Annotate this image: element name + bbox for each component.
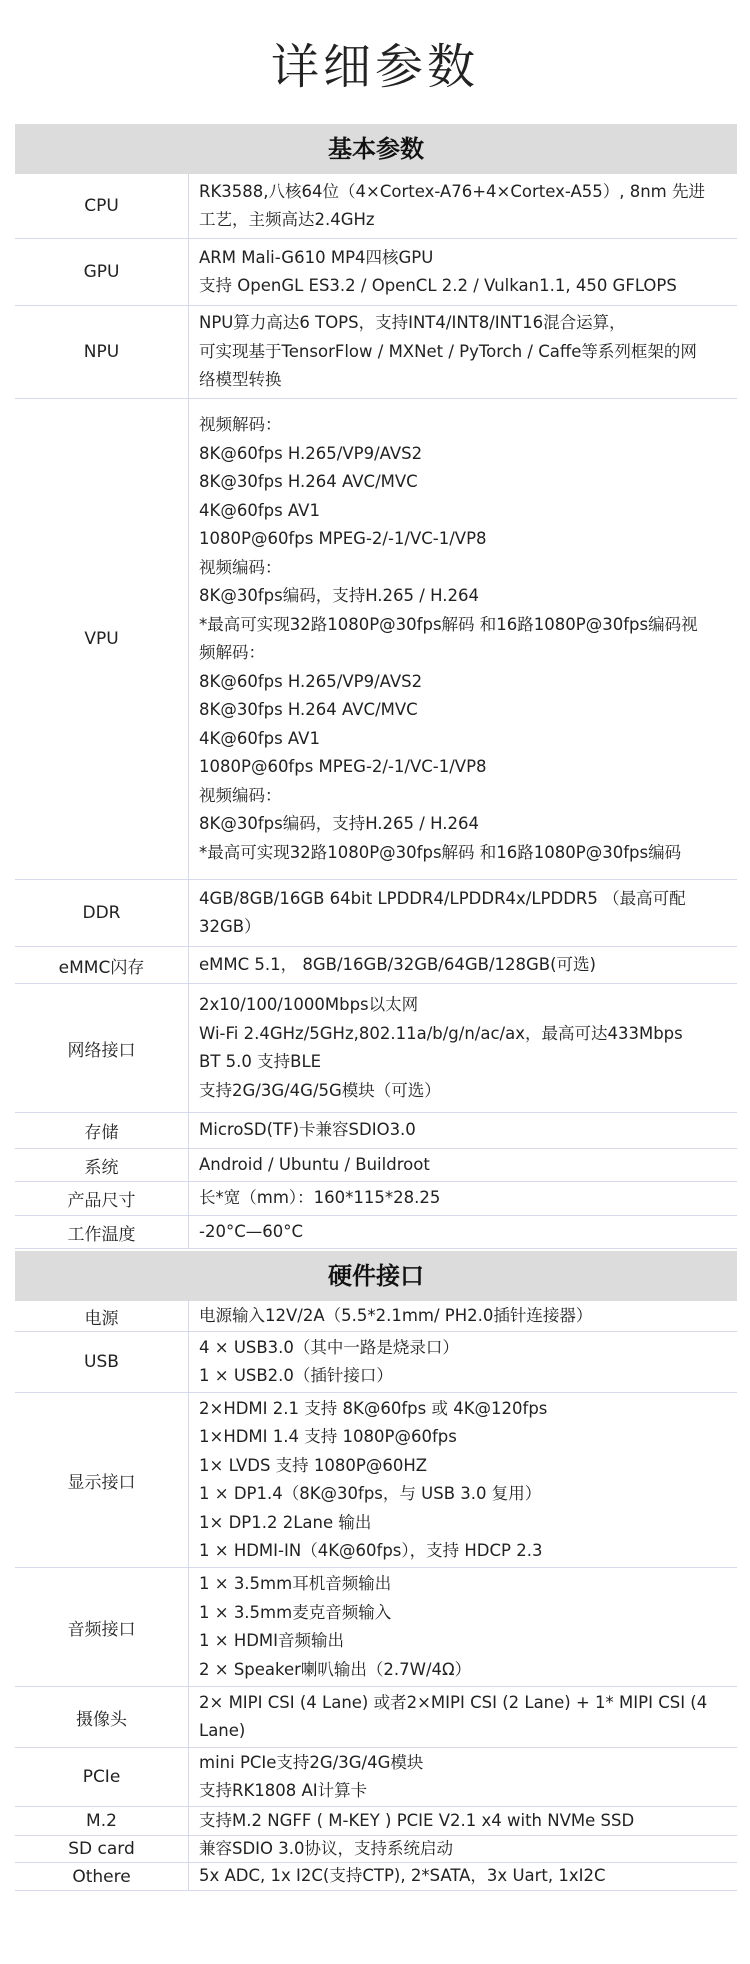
spec-value-line: 1×HDMI 1.4 支持 1080P@60fps [199, 1427, 457, 1446]
spec-value-line: NPU算力高达6 TOPS，支持INT4/INT8/INT16混合运算， [199, 313, 626, 333]
section-header: 基本参数 [15, 124, 737, 174]
spec-label: 系统 [15, 1149, 189, 1181]
spec-value-line: Lane) [199, 1721, 246, 1740]
spec-label: GPU [15, 239, 189, 305]
spec-value-line: 1 × 3.5mm麦克音频输入 [199, 1602, 392, 1622]
spec-value-line: 2 × Speaker喇叭输出（2.7W/4Ω） [199, 1659, 472, 1679]
spec-label: M.2 [15, 1807, 189, 1835]
spec-value-line: 4K@60fps AV1 [199, 728, 320, 748]
spec-value-line: MicroSD(TF)卡兼容SDIO3.0 [199, 1120, 416, 1140]
spec-row [15, 947, 737, 984]
spec-value [189, 947, 737, 983]
spec-label: VPU [15, 399, 189, 879]
spec-value [189, 239, 737, 305]
spec-row [15, 1687, 737, 1748]
spec-value [189, 1568, 737, 1686]
basic-params-table [15, 124, 737, 1249]
spec-value-line: 兼容SDIO 3.0协议，支持系统启动 [199, 1839, 454, 1858]
spec-value [189, 399, 737, 879]
spec-row [15, 1182, 737, 1216]
spec-value-line: 4GB/8GB/16GB 64bit LPDDR4/LPDDR4x/LPDDR5 （最高可配 [199, 888, 686, 908]
spec-label: 存储 [15, 1113, 189, 1148]
spec-value-line: mini PCIe支持2G/3G/4G模块 [199, 1752, 424, 1772]
spec-value [189, 1332, 737, 1392]
spec-label: NPU [15, 306, 189, 398]
spec-value-line: 视频解码： [199, 415, 282, 434]
spec-value-line: 32GB） [199, 917, 261, 936]
spec-value-line: 1 × 3.5mm耳机音频输出 [199, 1574, 392, 1593]
spec-label: 音频接口 [15, 1568, 189, 1686]
spec-value [189, 1113, 737, 1148]
spec-value-line: ARM Mali-G610 MP4四核GPU [199, 247, 434, 267]
spec-row [15, 1863, 737, 1891]
spec-row [15, 1149, 737, 1182]
section-header: 硬件接口 [15, 1251, 737, 1301]
spec-row [15, 880, 737, 947]
spec-row [15, 1836, 737, 1863]
spec-label: 工作温度 [15, 1216, 189, 1248]
spec-row [15, 174, 737, 239]
spec-value-line: eMMC 5.1， 8GB/16GB/32GB/64GB/128GB(可选) [199, 954, 596, 974]
spec-label: CPU [15, 174, 189, 238]
spec-value [189, 1301, 737, 1331]
spec-value-line: 1× DP1.2 2Lane 输出 [199, 1512, 372, 1532]
spec-value-line: 视频编码： [199, 557, 282, 577]
spec-value-line: 支持M.2 NGFF ( M-KEY ) PCIE V2.1 x4 with NVMe SSD [199, 1810, 635, 1830]
spec-value-line: Wi-Fi 2.4GHz/5GHz,802.11a/b/g/n/ac/ax，最高可达433Mbps [199, 1023, 683, 1043]
spec-value-line: 2×HDMI 2.1 支持 8K@60fps 或 4K@120fps [199, 1398, 548, 1418]
spec-value [189, 1182, 737, 1215]
spec-value [189, 1836, 737, 1862]
spec-value [189, 1807, 737, 1835]
spec-row [15, 1568, 737, 1687]
spec-label: 摄像头 [15, 1687, 189, 1747]
spec-value-line: 8K@60fps H.265/VP9/AVS2 [199, 671, 423, 691]
spec-label: 显示接口 [15, 1393, 189, 1567]
spec-value-line: 1 × USB2.0（插针接口） [199, 1366, 393, 1385]
spec-value-line: 支持RK1808 AI计算卡 [199, 1781, 368, 1800]
spec-value-line: 频解码： [199, 643, 265, 662]
spec-value-line: BT 5.0 支持BLE [199, 1052, 322, 1071]
spec-label: USB [15, 1332, 189, 1392]
spec-value [189, 1393, 737, 1567]
spec-value-line: 1 × HDMI音频输出 [199, 1631, 345, 1650]
spec-value-line: 长*宽（mm）：160*115*28.25 [199, 1188, 441, 1208]
spec-row [15, 1216, 737, 1249]
spec-value [189, 880, 737, 946]
spec-value-line: 5x ADC, 1x I2C(支持CTP), 2*SATA，3x Uart, 1xI2C [199, 1866, 606, 1886]
spec-row [15, 239, 737, 306]
spec-value [189, 1863, 737, 1890]
spec-row [15, 1113, 737, 1149]
spec-row [15, 1807, 737, 1836]
spec-label: 网络接口 [15, 984, 189, 1112]
spec-value [189, 1687, 737, 1747]
spec-value-line: 2× MIPI CSI (4 Lane) 或者2×MIPI CSI (2 Lane) + 1* MIPI CSI (4 [199, 1692, 708, 1712]
spec-value-line: 2x10/100/1000Mbps以太网 [199, 995, 419, 1014]
spec-value [189, 984, 737, 1112]
spec-row [15, 306, 737, 399]
spec-value-line: 8K@30fps H.264 AVC/MVC [199, 700, 418, 719]
spec-value-line: *最高可实现32路1080P@30fps解码 和16路1080P@30fps编码 [199, 842, 682, 862]
spec-row [15, 399, 737, 880]
spec-label: DDR [15, 880, 189, 946]
spec-row [15, 984, 737, 1113]
spec-value-line: 1 × HDMI-IN（4K@60fps），支持 HDCP 2.3 [199, 1541, 543, 1560]
spec-value-line: 工艺，主频高达2.4GHz [199, 210, 375, 229]
spec-row [15, 1748, 737, 1807]
spec-value-line: 视频编码： [199, 785, 282, 805]
spec-value-line: 络模型转换 [199, 370, 282, 390]
spec-label: PCIe [15, 1748, 189, 1806]
hardware-interface-table [15, 1251, 737, 1891]
spec-value-line: 支持 OpenGL ES3.2 / OpenCL 2.2 / Vulkan1.1, 450 GFLOPS [199, 276, 677, 295]
spec-value-line: 1080P@60fps MPEG-2/-1/VC-1/VP8 [199, 757, 487, 776]
spec-value-line: 电源输入12V/2A（5.5*2.1mm/ PH2.0插针连接器） [199, 1305, 593, 1325]
spec-value-line: Android / Ubuntu / Buildroot [199, 1154, 430, 1174]
spec-value-line: 1 × DP1.4（8K@30fps，与 USB 3.0 复用） [199, 1484, 542, 1503]
spec-row [15, 1332, 737, 1393]
spec-value-line: 支持2G/3G/4G/5G模块（可选） [199, 1080, 441, 1100]
spec-value-line: 4K@60fps AV1 [199, 500, 320, 520]
spec-value-line: -20°C—60°C [199, 1221, 303, 1241]
spec-value-line: 可实现基于TensorFlow / MXNet / PyTorch / Caffe等系列框架的网 [199, 341, 697, 361]
spec-value [189, 1748, 737, 1806]
spec-value-line: 8K@30fps编码，支持H.265 / H.264 [199, 586, 479, 605]
spec-row [15, 1393, 737, 1568]
spec-row [15, 1301, 737, 1332]
spec-value-line: 8K@30fps编码，支持H.265 / H.264 [199, 814, 479, 833]
spec-value [189, 174, 737, 238]
spec-label: Othere [15, 1863, 189, 1890]
spec-value-line: 1080P@60fps MPEG-2/-1/VC-1/VP8 [199, 529, 487, 548]
spec-value-line: 4 × USB3.0（其中一路是烧录口） [199, 1337, 459, 1357]
spec-label: 产品尺寸 [15, 1182, 189, 1215]
spec-value-line: RK3588,八核64位（4×Cortex-A76+4×Cortex-A55）, 8nm 先进 [199, 181, 705, 201]
spec-value-line: *最高可实现32路1080P@30fps解码 和16路1080P@30fps编码视 [199, 614, 698, 634]
spec-label: 电源 [15, 1301, 189, 1331]
spec-value [189, 1216, 737, 1248]
spec-value-line: 8K@30fps H.264 AVC/MVC [199, 472, 418, 491]
spec-value [189, 306, 737, 398]
spec-label: SD card [15, 1836, 189, 1862]
page-title: 详细参数 [270, 39, 479, 95]
spec-label: eMMC闪存 [15, 947, 189, 983]
spec-value [189, 1149, 737, 1181]
spec-value-line: 8K@60fps H.265/VP9/AVS2 [199, 443, 423, 463]
spec-value-line: 1× LVDS 支持 1080P@60HZ [199, 1455, 428, 1475]
